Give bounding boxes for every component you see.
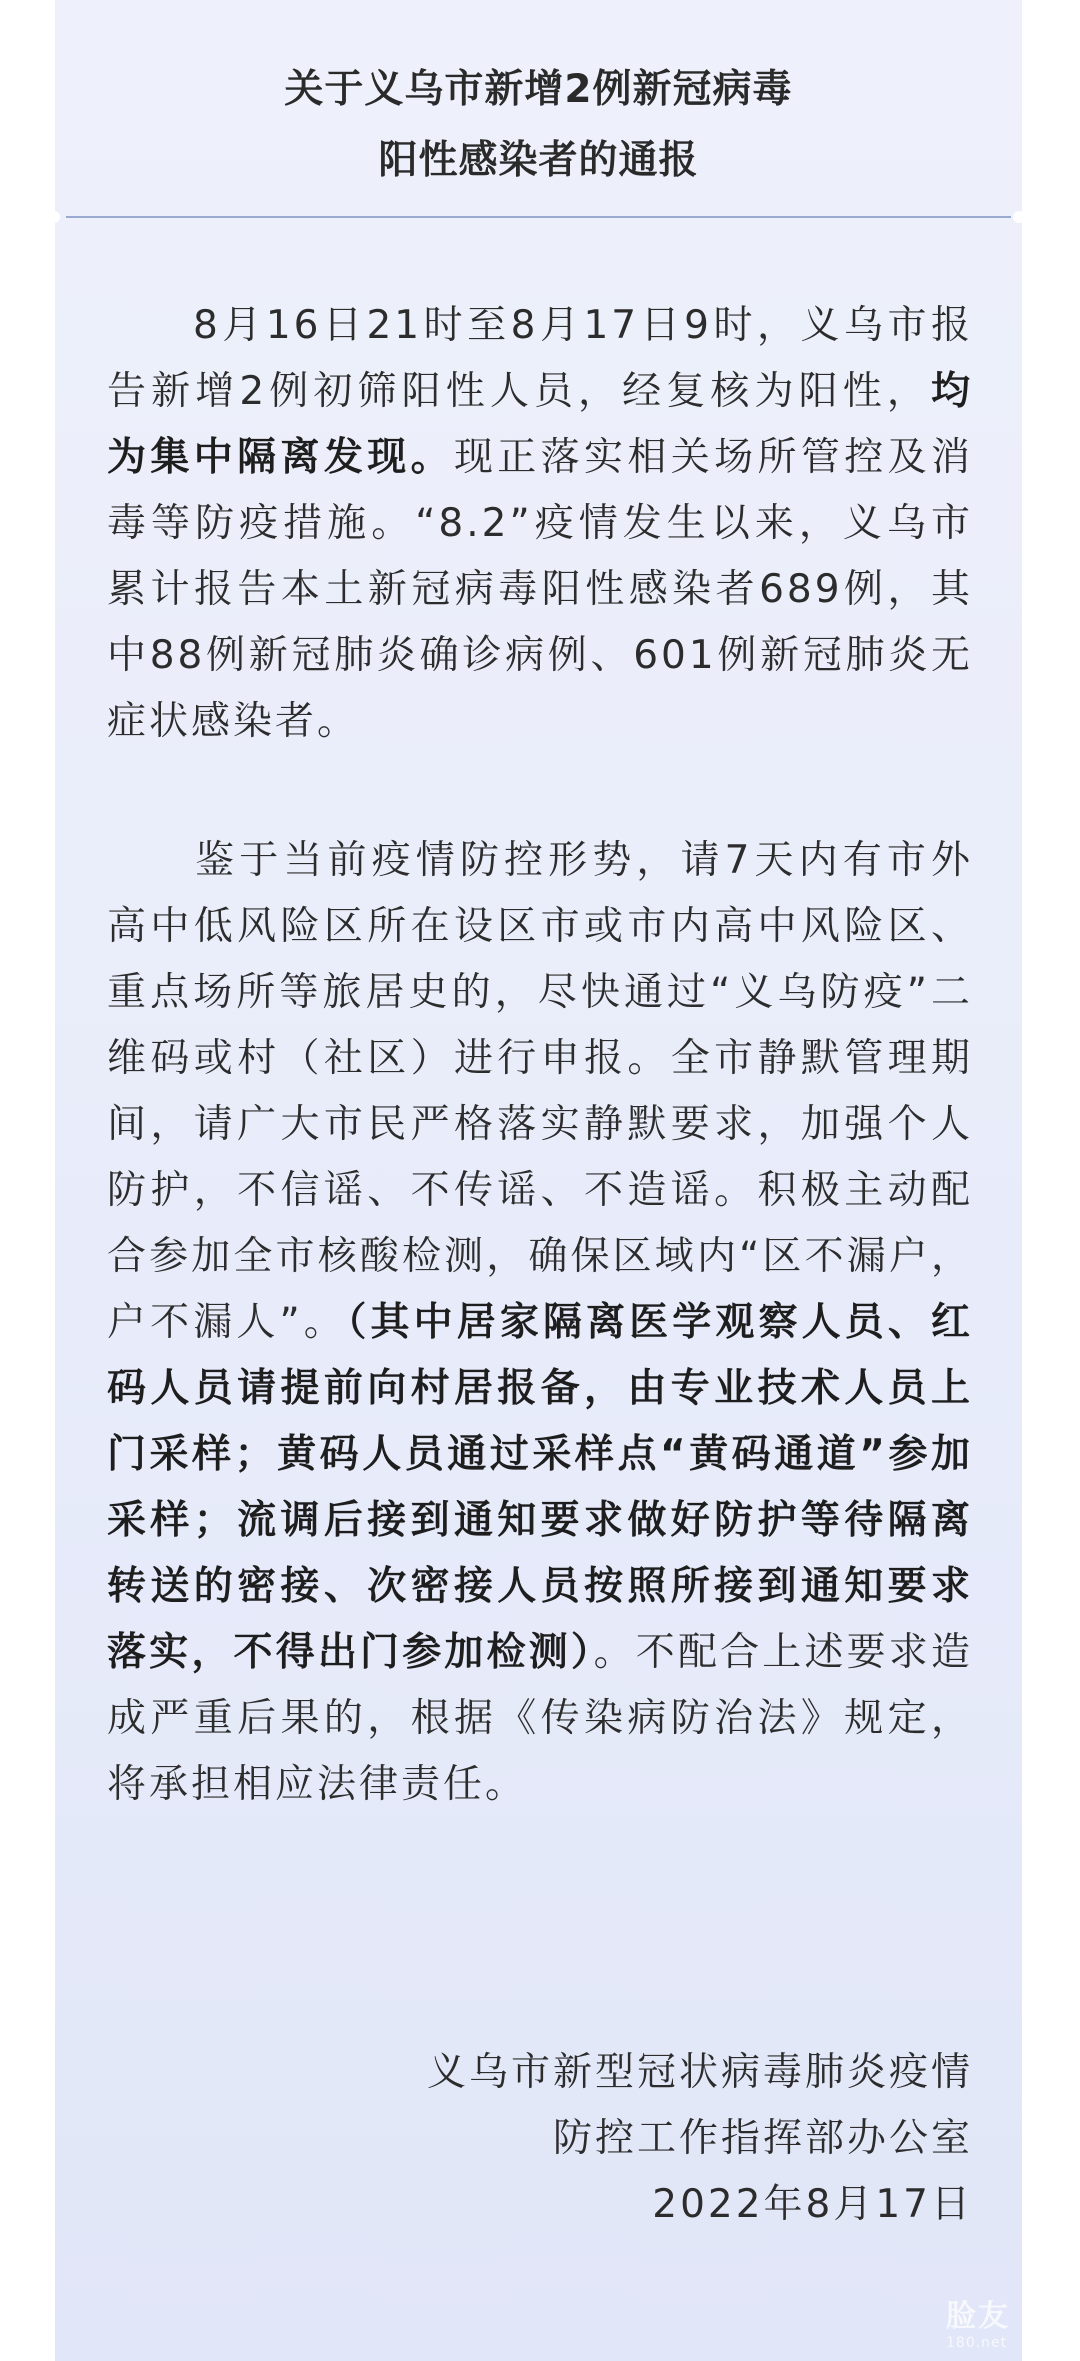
paragraph-2: [107, 828, 973, 1818]
signature-org-line-2: 防控工作指挥部办公室: [552, 2116, 973, 2161]
paragraph-2-text-a: 鉴于当前疫情防控形势，请7天内有市外高中低风险区所在设区市或市内高中风险区、重点场所等旅居史的，尽快通过“义乌防疫”二维码或村（社区）进行申报。全市静默管理期间，请广大市民严格落实静默要求，加强个人防护，不信谣、不传谣、不造谣。积极主动配合参加全市核酸检测，确保区域内“区不漏户，户不漏人”。: [107, 838, 973, 1345]
notice-title-line-1: 关于义乌市新增2例新冠病毒: [284, 67, 793, 112]
watermark-subtext: 180.net: [946, 2335, 1008, 2351]
paragraph-1-bold-text: 均为集中隔离发现。: [107, 369, 973, 480]
paragraph-1-text-b: 现正落实相关场所管控及消毒等防疫措施。“8.2”疫情发生以来，义乌市累计报告本土新冠病毒阳性感染者689例，其中88例新冠肺炎确诊病例、601例新冠肺炎无症状感染者。: [107, 435, 973, 744]
paragraph-2-bold-text: （其中居家隔离医学观察人员、红码人员请提前向村居报备，由专业技术人员上门采样；黄码人员通过采样点“黄码通道”参加采样；流调后接到通知要求做好防护等待隔离转送的密接、次密接人员按照所接到通知要求落实，不得出门参加检测）: [107, 1300, 973, 1675]
notice-title-line-2: 阳性感染者的通报: [378, 138, 699, 183]
watermark: [946, 2299, 1010, 2351]
title-divider: [66, 216, 1011, 218]
signature-date: 2022年8月17日: [652, 2182, 973, 2227]
paragraph-1-text-a: 8月16日21时至8月17日9时，义乌市报告新增2例初筛阳性人员，经复核为阳性，: [107, 303, 973, 414]
signature-org-line-1: 义乌市新型冠状病毒肺炎疫情: [426, 2050, 973, 2095]
notice-header: [55, 0, 1022, 215]
signature-block: [107, 2040, 973, 2238]
notice-card: [55, 0, 1022, 2361]
divider-left-dot: [48, 211, 60, 223]
watermark-text: 脸友: [946, 2299, 1010, 2334]
paragraph-2-text-b: 。不配合上述要求造成严重后果的，根据《传染病防治法》规定，将承担相应法律责任。: [107, 1630, 973, 1807]
divider-right-dot: [1013, 211, 1025, 223]
paragraph-1: [107, 293, 973, 755]
